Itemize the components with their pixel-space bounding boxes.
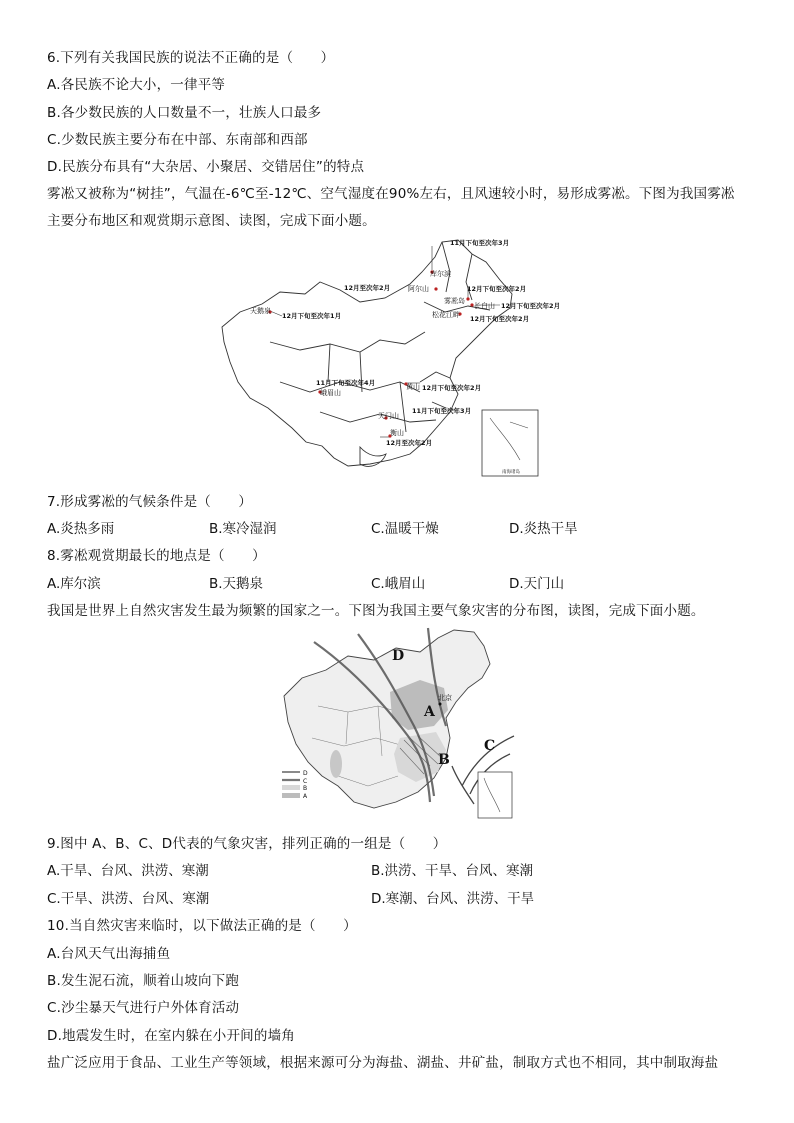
emeishan-label: 峨眉山	[320, 389, 341, 397]
hengshan-period: 12月至次年2月	[386, 439, 433, 447]
legend-c: C	[303, 778, 308, 785]
tianequan-period: 12月下旬至次年1月	[282, 312, 342, 320]
legend	[282, 770, 308, 800]
wusongdao-label: 雾凇岛	[444, 297, 465, 305]
intro1-line1: 雾凇又被称为“树挂”，气温在-6℃至-12℃、空气湿度在90%左右，且风速较小时，易形成雾凇。下图为我国雾凇	[47, 186, 735, 202]
q10-option-b: B.发生泥石流，顺着山坡向下跑	[47, 973, 240, 989]
q9-option-b: B.洪涝、干旱、台风、寒潮	[371, 863, 534, 879]
q8-option-b: B.天鹅泉	[209, 576, 264, 592]
q6-option-d: D.民族分布具有“大杂居、小聚居、交错居住”的特点	[47, 159, 365, 175]
intro2: 我国是世界上自然灾害发生最为频繁的国家之一。下图为我国主要气象灾害的分布图，读图，完成下面小题。	[47, 603, 705, 619]
tianmenshan-period: 11月下旬至次年3月	[412, 407, 472, 415]
legend-b: B	[303, 785, 308, 792]
disaster-map	[278, 626, 518, 824]
rime-map	[210, 232, 590, 487]
q9-option-c: C.干旱、洪涝、台风、寒潮	[47, 891, 210, 907]
q6-option-b: B.各少数民族的人口数量不一，壮族人口最多	[47, 105, 322, 121]
q7-option-a: A.炎热多雨	[47, 521, 115, 537]
aershan-period: 12月至次年2月	[344, 284, 391, 292]
tianequan-label: 天鹅泉	[250, 307, 271, 315]
q9-option-d: D.寒潮、台风、洪涝、干旱	[371, 891, 535, 907]
huangshan-label: 黄山	[406, 383, 420, 391]
beijing-label: 北京	[438, 694, 452, 702]
inset-label: 南海诸岛	[502, 470, 520, 475]
huangshan-period: 12月下旬至次年2月	[422, 384, 482, 392]
q10-option-c: C.沙尘暴天气进行户外体育活动	[47, 1000, 240, 1016]
salt-intro: 盐广泛应用于食品、工业生产等领域，根据来源可分为海盐、湖盐、井矿盐，制取方式也不相同，其中制取海盐	[47, 1055, 719, 1071]
q8-stem: 8.雾凇观赏期最长的地点是（ ）	[47, 548, 266, 564]
q7-option-c: C.温暖干燥	[371, 521, 439, 537]
legend-d: D	[303, 770, 308, 777]
q6-option-c: C.少数民族主要分布在中部、东南部和西部	[47, 132, 308, 148]
tianmenshan-label: 天门山	[378, 412, 399, 420]
kuerbin-period: 11月下旬至次年3月	[450, 239, 510, 247]
kuerbin-label: 库尔滨	[430, 270, 451, 278]
label-a: A	[424, 704, 435, 720]
q10-stem: 10.当自然灾害来临时，以下做法正确的是（ ）	[47, 918, 357, 934]
intro1-line2: 主要分布地区和观赏期示意图、读图，完成下面小题。	[47, 213, 376, 229]
label-c: C	[484, 738, 496, 754]
q6-option-a: A.各民族不论大小，一律平等	[47, 77, 226, 93]
q9-stem: 9.图中 A、B、C、D代表的气象灾害，排列正确的一组是（ ）	[47, 836, 447, 852]
q8-option-c: C.峨眉山	[371, 576, 426, 592]
q7-option-d: D.炎热干旱	[509, 521, 578, 537]
q10-option-a: A.台风天气出海捕鱼	[47, 946, 171, 962]
songhuajiang-period: 12月下旬至次年2月	[470, 315, 530, 323]
legend-a: A	[303, 793, 308, 800]
label-b: B	[438, 752, 450, 768]
wusongdao-period: 12月下旬至次年2月	[467, 285, 527, 293]
emeishan-period: 11月下旬至次年4月	[316, 379, 376, 387]
q8-option-a: A.库尔滨	[47, 576, 101, 592]
hengshan-label: 衡山	[390, 429, 404, 437]
changbaishan-period: 12月下旬至次年2月	[501, 302, 561, 310]
q7-option-b: B.寒冷湿润	[209, 521, 277, 537]
aershan-label: 阿尔山	[408, 285, 429, 293]
changbaishan-label: 长白山	[474, 302, 495, 310]
songhuajiang-label: 松花江畔	[432, 311, 460, 319]
q6-stem: 6.下列有关我国民族的说法不正确的是（ ）	[47, 50, 335, 66]
q9-option-a: A.干旱、台风、洪涝、寒潮	[47, 863, 209, 879]
label-d: D	[392, 648, 405, 664]
q7-stem: 7.形成雾凇的气候条件是（ ）	[47, 494, 253, 510]
q10-option-d: D.地震发生时，在室内躲在小开间的墙角	[47, 1028, 295, 1044]
q8-option-d: D.天门山	[509, 576, 565, 592]
